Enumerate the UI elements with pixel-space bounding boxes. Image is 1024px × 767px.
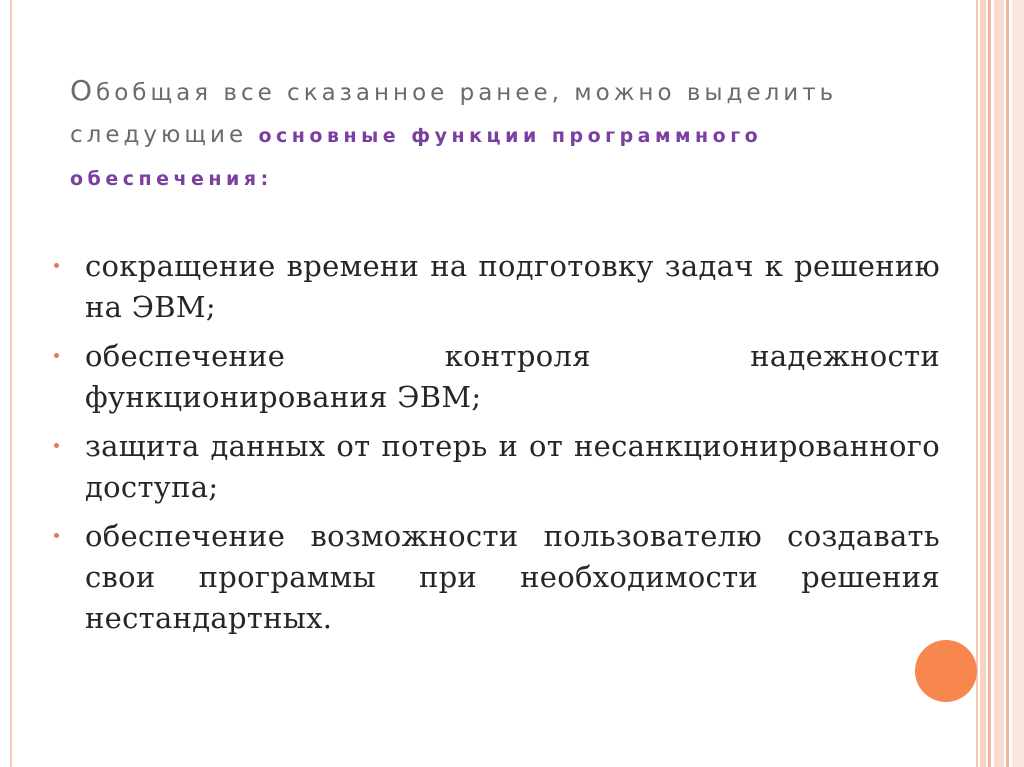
stripe xyxy=(1012,0,1024,767)
bullet-item xyxy=(52,516,940,639)
bullet-dot-icon xyxy=(54,353,59,358)
slide-title xyxy=(70,70,950,200)
title-first-letter: О xyxy=(70,74,97,107)
title-colon: : xyxy=(260,168,273,190)
bullet-item xyxy=(52,336,940,418)
bullet-dot-icon xyxy=(54,263,59,268)
orange-circle-icon xyxy=(915,640,977,702)
stripe xyxy=(980,0,986,767)
bullet-list xyxy=(52,246,940,647)
decorative-stripes xyxy=(980,0,1024,767)
bullet-text: обеспечение контроля надежности функционирования ЭВМ; xyxy=(85,339,940,414)
bullet-dot-icon xyxy=(54,443,59,448)
title-accent: основные функции программного обеспечения xyxy=(70,125,763,190)
bullet-item xyxy=(52,426,940,508)
stripe xyxy=(988,0,991,767)
bullet-dot-icon xyxy=(54,533,59,538)
bullet-text: защита данных от потерь и от несанкционированного доступа; xyxy=(85,429,940,504)
bullet-item xyxy=(52,246,940,328)
bullet-text: обеспечение возможности пользователю создавать свои программы при необходимости решения нестандартных. xyxy=(85,519,940,635)
stripe xyxy=(1006,0,1009,767)
title-text: бобщая все сказанное ранее, можно выделить следующие xyxy=(70,80,838,148)
bullet-text: сокращение времени на подготовку задач к решению на ЭВМ; xyxy=(85,249,940,324)
stripe xyxy=(994,0,1004,767)
